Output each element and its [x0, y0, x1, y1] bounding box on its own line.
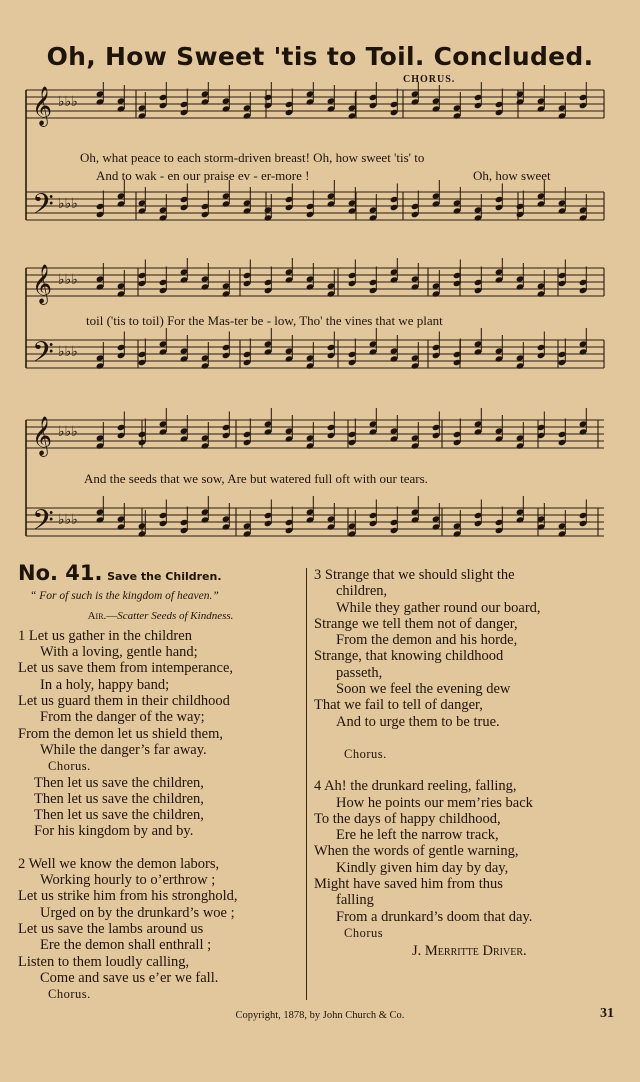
hymn-name: Save the Children. — [107, 570, 222, 583]
chorus-mark: CHORUS. — [403, 74, 456, 85]
verse-line: From the demon let us shield them, — [18, 725, 223, 742]
verse-line: Then let us save the children, — [34, 790, 204, 807]
page-title: Oh, How Sweet 'tis to Toil. Concluded. — [46, 42, 594, 71]
verse-line: 2 Well we know the demon labors, — [18, 855, 220, 872]
verse-line: While they gather round our board, — [336, 599, 541, 616]
verse-line: When the words of gentle warning, — [314, 843, 519, 860]
lyric-line: And to wak - en our praise ev - er-more ! — [96, 168, 310, 183]
verse-line: With a loving, gentle hand; — [40, 644, 198, 661]
key-signature: ♭♭♭ — [58, 344, 78, 360]
lyric-line: Oh, what peace to each storm-driven breast! Oh, how sweet 'tis' to — [80, 150, 425, 165]
chorus-label: Chorus. — [48, 759, 91, 774]
verse-line: From the demon and his horde, — [336, 632, 518, 649]
verse-line: Come and save us e’er we fall. — [40, 969, 219, 986]
verse-line: That we fail to tell of danger, — [314, 697, 483, 714]
chorus-label: Chorus. — [344, 746, 387, 761]
verse-line: For his kingdom by and by. — [34, 823, 194, 840]
verse-line: passeth, — [336, 664, 383, 681]
verse-line: Strange we tell them not of danger, — [314, 615, 518, 632]
verse-line: Then let us save the children, — [34, 774, 204, 791]
verse-line: 3 Strange that we should slight the — [314, 567, 515, 583]
staff-svg-2 — [18, 258, 608, 408]
hymn-air — [18, 608, 303, 624]
hymn-left-column — [18, 561, 303, 1002]
chorus-label: Chorus — [344, 925, 384, 940]
stanza-gap — [314, 762, 614, 778]
verse-line: Soon we feel the evening dew — [336, 681, 511, 698]
verse-line: Ere he left the narrow track, — [336, 827, 499, 844]
verse-line: Might have saved him from thus — [314, 876, 503, 893]
verse-line: children, — [336, 583, 388, 600]
verse-line: Strange, that knowing childhood — [314, 648, 504, 665]
treble-clef: 𝄞 — [32, 264, 53, 304]
verse-line: How he points our mem’ries back — [336, 794, 533, 811]
verse-line: 1 Let us gather in the children — [18, 627, 192, 644]
verse-line: 4 Ah! the drunkard reeling, falling, — [314, 778, 517, 795]
hymn-epigraph: “ For of such is the kingdom of heaven.” — [30, 590, 219, 603]
lyric-line: Oh, how sweet — [473, 168, 551, 183]
verse-line: Urged on by the drunkard’s woe ; — [40, 904, 235, 921]
verse-line: While the danger’s far away. — [40, 741, 207, 758]
key-signature: ♭♭♭ — [58, 196, 78, 212]
verse-line: Working hourly to o’erthrow ; — [40, 872, 216, 889]
treble-clef: 𝄞 — [32, 416, 53, 456]
bass-clef: 𝄢 — [32, 504, 54, 544]
bass-clef: 𝄢 — [32, 336, 54, 376]
verse-lines-left — [18, 628, 303, 1003]
hymn-right-column — [314, 567, 614, 960]
bass-clef: 𝄢 — [32, 188, 54, 228]
verse-line: Kindly given him day by day, — [336, 859, 509, 876]
verse-line: falling — [336, 892, 374, 909]
key-signature: ♭♭♭ — [58, 272, 78, 288]
verse-lines-right — [314, 567, 614, 941]
staff-svg-3 — [18, 408, 608, 566]
chorus-label: Chorus. — [48, 987, 91, 1002]
page-number: 31 — [600, 1006, 614, 1021]
stanza-gap — [18, 840, 303, 856]
verse-line: Listen to them loudly calling, — [18, 953, 190, 970]
verse-line: Let us save them from intemperance, — [18, 660, 234, 677]
lyric-line: toil ('tis to toil) For the Mas-ter be - low, Tho' the vines that we plant — [86, 313, 443, 328]
air-tune: Scatter Seeds of Kindness. — [117, 609, 234, 622]
verse-line: Then let us save the children, — [34, 807, 204, 824]
verse-line: Let us strike him from his stronghold, — [18, 888, 238, 905]
verse-line: To the days of happy childhood, — [314, 810, 501, 827]
verse-line: In a holy, happy band; — [40, 676, 170, 693]
air-label: Air.— — [87, 609, 118, 622]
stanza-gap — [314, 730, 614, 746]
verse-line: Let us save the lambs around us — [18, 920, 204, 937]
verse-line: From a drunkard’s doom that day. — [336, 908, 533, 925]
verse-line: And to urge them to be true. — [336, 713, 500, 730]
verse-line: Ere the demon shall enthrall ; — [40, 937, 212, 954]
hymn-heading — [18, 561, 303, 585]
key-signature: ♭♭♭ — [58, 424, 78, 440]
music-system-3 — [18, 408, 608, 566]
column-divider — [306, 568, 307, 1000]
hymn-author: J. Merritte Driver. — [412, 943, 527, 960]
verse-line: Let us guard them in their childhood — [18, 693, 230, 710]
key-signature: ♭♭♭ — [58, 94, 78, 110]
hymn-number: No. 41. — [18, 561, 103, 585]
copyright-notice: Copyright, 1878, by John Church & Co. — [235, 1010, 405, 1021]
verse-line: From the danger of the way; — [40, 709, 205, 726]
treble-clef: 𝄞 — [32, 86, 53, 126]
lyric-line: And the seeds that we sow, Are but watered full oft with our tears. — [84, 471, 428, 486]
key-signature: ♭♭♭ — [58, 512, 78, 528]
music-system-1 — [18, 74, 608, 262]
music-system-2 — [18, 258, 608, 408]
